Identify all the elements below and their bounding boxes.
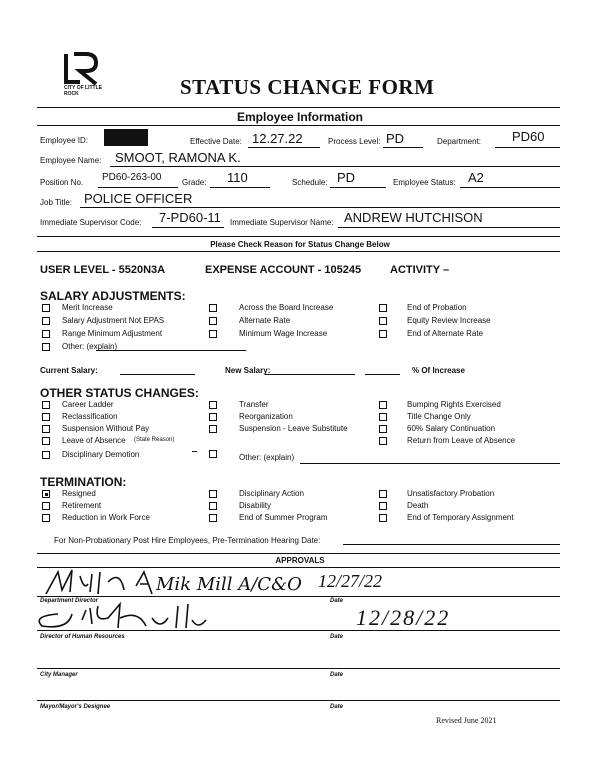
loa-note: (State Reason) — [134, 437, 175, 443]
checkbox[interactable] — [209, 330, 217, 338]
option-label: Disciplinary Demotion — [62, 450, 140, 459]
option-label: Transfer — [239, 400, 269, 409]
option-label: Across the Board Increase — [239, 303, 334, 312]
checkbox[interactable] — [379, 502, 387, 510]
checkbox[interactable] — [42, 401, 50, 409]
checkbox[interactable] — [379, 401, 387, 409]
new-salary-label: New Salary: — [225, 366, 271, 375]
option-label: Other: (explain) — [62, 342, 118, 351]
department-director-role: Department Director — [40, 598, 99, 604]
form-title: STATUS CHANGE FORM — [180, 75, 435, 99]
employee-status-value[interactable]: A2 — [468, 170, 484, 185]
option-label: Retirement — [62, 501, 102, 510]
option-label: Reorganization — [239, 412, 293, 421]
checkbox[interactable] — [209, 490, 217, 498]
reason-heading: Please Check Reason for Status Change Below — [210, 240, 390, 249]
percent-increase-label: % Of Increase — [412, 366, 465, 375]
option-label: Merit Increase — [62, 303, 113, 312]
checkbox[interactable] — [209, 304, 217, 312]
grade-value[interactable]: 110 — [227, 170, 248, 185]
expense-account: EXPENSE ACCOUNT - 105245 — [205, 264, 362, 276]
other-changes-heading: OTHER STATUS CHANGES: — [40, 386, 199, 400]
termination-heading: TERMINATION: — [40, 475, 127, 489]
checkbox[interactable] — [42, 451, 50, 459]
employee-name-label: Employee Name: — [40, 156, 102, 165]
checkbox[interactable] — [42, 437, 50, 445]
schedule-value[interactable]: PD — [337, 170, 356, 185]
option-label: End of Alternate Rate — [407, 329, 484, 338]
checkbox[interactable] — [42, 317, 50, 325]
employee-info-heading: Employee Information — [236, 110, 364, 124]
checkbox[interactable] — [379, 330, 387, 338]
checkbox[interactable] — [209, 401, 217, 409]
effective-date-value[interactable]: 12.27.22 — [252, 131, 303, 146]
option-label: Suspension - Leave Substitute — [239, 424, 348, 433]
checkbox[interactable] — [379, 304, 387, 312]
department-value[interactable]: PD60 — [512, 129, 545, 144]
option-label: Disability — [239, 501, 272, 510]
position-label: Position No. — [40, 178, 84, 187]
checkbox[interactable] — [42, 413, 50, 421]
checkbox[interactable] — [379, 413, 387, 421]
employee-name-value[interactable]: SMOOT, RAMONA K. — [115, 150, 241, 165]
option-label: Other: (explain) — [239, 453, 295, 462]
position-value[interactable]: PD60-263-00 — [102, 172, 162, 183]
option-label: Equity Review Increase — [407, 316, 491, 325]
job-title-label: Job Title: — [40, 198, 73, 207]
grade-label: Grade: — [182, 178, 207, 187]
date-label: Date — [330, 672, 344, 678]
activity: ACTIVITY – — [390, 264, 450, 276]
supervisor-code-value[interactable]: 7-PD60-11 — [159, 210, 221, 225]
option-label: End of Probation — [407, 303, 467, 312]
checkbox[interactable] — [379, 437, 387, 445]
checkbox[interactable] — [209, 425, 217, 433]
option-label: Disciplinary Action — [239, 489, 304, 498]
supervisor-code-label: Immediate Supervisor Code: — [40, 218, 142, 227]
city-logo — [62, 52, 114, 100]
checkbox[interactable] — [209, 514, 217, 522]
department-label: Department: — [437, 137, 482, 146]
checkbox[interactable] — [42, 425, 50, 433]
checkbox[interactable] — [209, 413, 217, 421]
hr-director-date: 12/28/22 — [356, 605, 451, 630]
schedule-label: Schedule: — [292, 178, 328, 187]
checkbox[interactable] — [379, 317, 387, 325]
resigned-checkbox-checked[interactable] — [42, 490, 50, 498]
user-level: USER LEVEL - 5520N3A — [40, 264, 166, 276]
option-label: Career Ladder — [62, 400, 114, 409]
option-label: Salary Adjustment Not EPAS — [62, 316, 165, 325]
city-manager-role: City Manager — [40, 672, 78, 678]
option-label: Title Change Only — [407, 412, 471, 421]
checkbox[interactable] — [209, 450, 217, 458]
option-label: Suspension Without Pay — [62, 424, 150, 433]
date-label: Date — [330, 704, 344, 710]
option-label: End of Temporary Assignment — [407, 513, 514, 522]
option-label: Bumping Rights Exercised — [407, 400, 501, 409]
hr-director-signature — [28, 600, 278, 634]
employee-status-label: Employee Status: — [393, 178, 456, 187]
checkbox[interactable] — [379, 490, 387, 498]
checkbox[interactable] — [42, 304, 50, 312]
signature-scribble-icon — [28, 600, 278, 634]
department-director-date: 12/27/22 — [318, 571, 383, 591]
supervisor-name-value[interactable]: ANDREW HUTCHISON — [344, 210, 483, 225]
checkbox[interactable] — [42, 502, 50, 510]
option-label: Alternate Rate — [239, 316, 291, 325]
checkbox[interactable] — [209, 317, 217, 325]
job-title-value[interactable]: POLICE OFFICER — [84, 191, 193, 206]
hearing-date-label: For Non-Probationary Post Hire Employees, Pre-Termination Hearing Date: — [54, 536, 321, 545]
option-label: 60% Salary Continuation — [407, 424, 496, 433]
checkbox[interactable] — [42, 330, 50, 338]
current-salary-label: Current Salary: — [40, 366, 98, 375]
option-label: End of Summer Program — [239, 513, 328, 522]
revised-note: Revised June 2021 — [436, 716, 497, 725]
process-level-value[interactable]: PD — [386, 131, 405, 146]
effective-date-label: Effective Date: — [190, 137, 242, 146]
supervisor-name-label: Immediate Supervisor Name: — [230, 218, 334, 227]
signature-scribble-icon — [40, 566, 302, 600]
date-label: Date — [330, 634, 344, 640]
process-level-label: Process Level: — [328, 137, 381, 146]
option-label: Resigned — [62, 489, 96, 498]
option-label: Death — [407, 501, 429, 510]
checkbox[interactable] — [42, 343, 50, 351]
option-label: Leave of Absence — [62, 436, 126, 445]
approvals-heading: APPROVALS — [275, 556, 325, 565]
logo-text: CITY OF LITTLE ROCK — [64, 85, 102, 97]
checkbox[interactable] — [42, 514, 50, 522]
department-director-signature — [40, 566, 302, 600]
option-label: Reduction in Work Force — [62, 513, 150, 522]
employee-id-label: Employee ID: — [40, 136, 89, 145]
checkbox[interactable] — [379, 425, 387, 433]
option-label: Range Minimum Adjustment — [62, 329, 163, 338]
hr-director-role: Director of Human Resources — [40, 634, 125, 640]
employee-id-redaction — [104, 129, 148, 146]
checkbox[interactable] — [379, 514, 387, 522]
option-label: Minimum Wage Increase — [239, 329, 328, 338]
signature-text: Mik Mill A/C&O — [156, 574, 302, 595]
option-label: Return from Leave of Absence — [407, 436, 516, 445]
mayor-role: Mayor/Mayor's Designee — [40, 704, 111, 710]
checkbox[interactable] — [209, 502, 217, 510]
salary-heading: SALARY ADJUSTMENTS: — [40, 289, 186, 303]
option-label: Unsatisfactory Probation — [407, 489, 495, 498]
date-label: Date — [330, 598, 344, 604]
option-label: Reclassification — [62, 412, 118, 421]
signature-text: Levi Thrill — [218, 622, 236, 627]
